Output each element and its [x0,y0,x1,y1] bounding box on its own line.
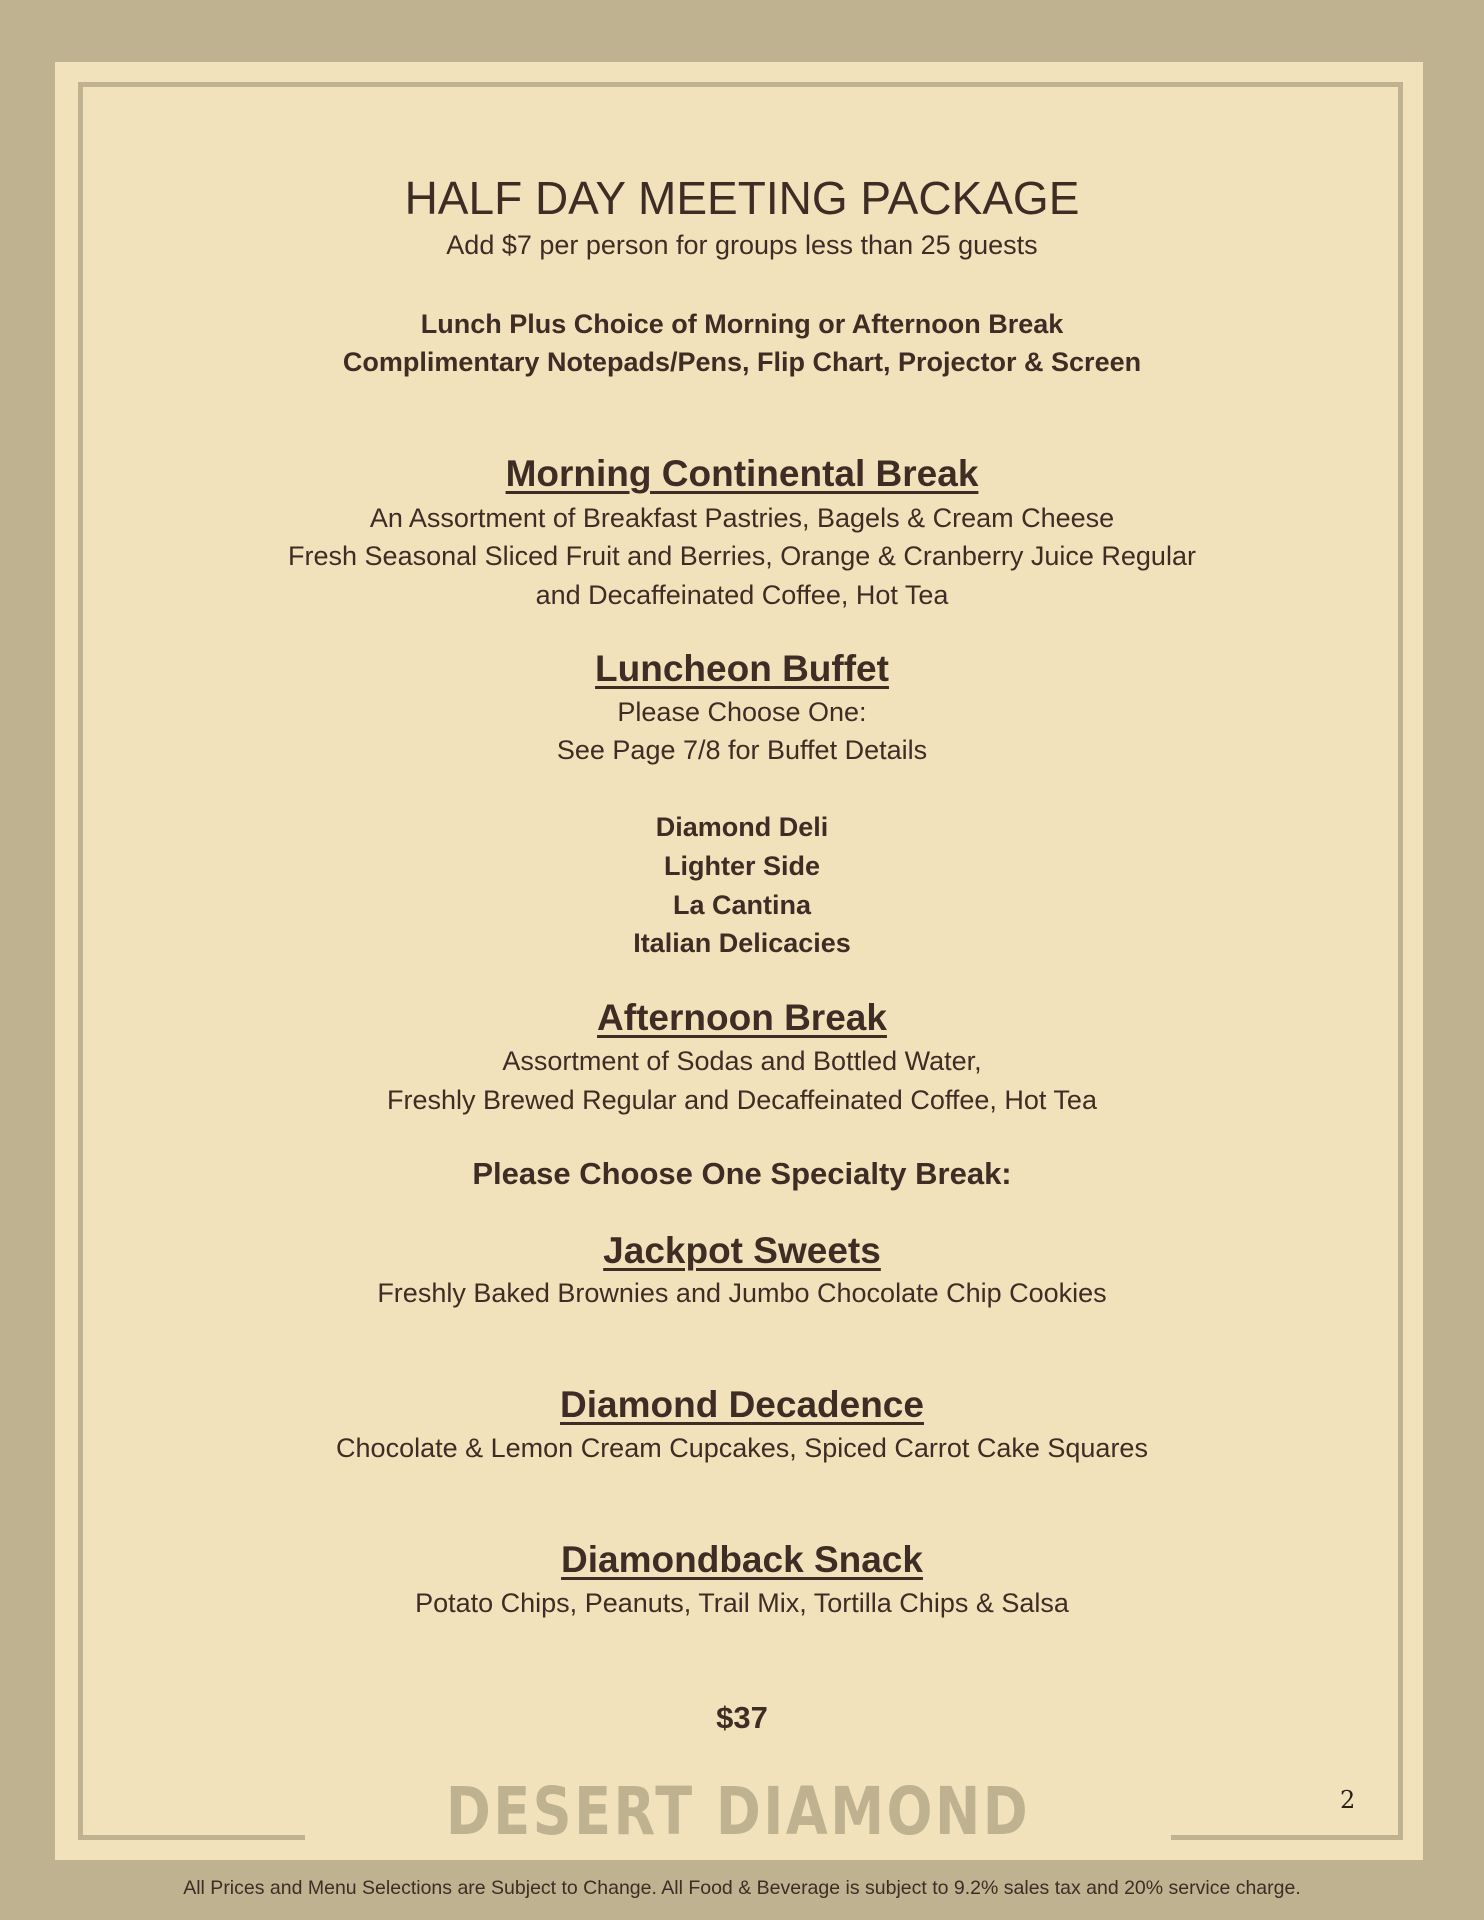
brand-logo-wordmark: DESERT DIAMOND CASINOS [445,1773,1031,1920]
frame-border-top [80,82,1403,87]
afternoon-break-line: Freshly Brewed Regular and Decaffeinated Coffee, Hot Tea [387,1085,1097,1115]
specialty-break-description: Freshly Baked Brownies and Jumbo Chocolate Chip Cookies [377,1278,1107,1308]
morning-break-heading: Morning Continental Break [505,453,979,494]
buffet-option: Diamond Deli [655,812,829,842]
buffet-option: La Cantina [672,890,812,920]
specialty-break-description: Chocolate & Lemon Cream Cupcakes, Spiced Carrot Cake Squares [336,1433,1148,1463]
specialty-break-heading: Diamondback Snack [561,1539,923,1580]
morning-break-line: An Assortment of Breakfast Pastries, Bagels & Cream Cheese [369,503,1115,533]
afternoon-break-line: Assortment of Sodas and Bottled Water, [502,1046,982,1076]
specialty-break-description: Potato Chips, Peanuts, Trail Mix, Tortilla Chips & Salsa [415,1588,1069,1618]
specialty-break-heading: Diamond Decadence [560,1384,924,1425]
specialty-break-heading: Jackpot Sweets [603,1230,881,1271]
frame-border-bottom-right [1171,1835,1403,1840]
page-number: 2 [1340,1786,1356,1814]
luncheon-line: See Page 7/8 for Buffet Details [556,735,928,765]
specialty-break-prompt: Please Choose One Specialty Break: [472,1156,1012,1191]
luncheon-line: Please Choose One: [617,697,867,727]
buffet-option: Lighter Side [663,851,820,881]
pricing-disclaimer: All Prices and Menu Selections are Subject to Change. All Food & Beverage is subject to 9.2% sales tax and 20% service charge. [183,1877,1301,1899]
luncheon-buffet-heading: Luncheon Buffet [595,648,889,689]
morning-break-line: and Decaffeinated Coffee, Hot Tea [535,580,949,610]
buffet-option: Italian Delicacies [633,928,851,958]
package-includes-line: Lunch Plus Choice of Morning or Afternoon Break [420,309,1064,339]
package-price: $37 [716,1700,768,1735]
frame-border-bottom-left [78,1835,305,1840]
morning-break-line: Fresh Seasonal Sliced Fruit and Berries, Orange & Cranberry Juice Regular [288,541,1196,571]
page-title: HALF DAY MEETING PACKAGE [404,172,1080,224]
group-surcharge-note: Add $7 per person for groups less than 25 guests [446,230,1038,260]
afternoon-break-heading: Afternoon Break [597,997,887,1038]
package-includes-line: Complimentary Notepads/Pens, Flip Chart, Projector & Screen [342,347,1142,377]
